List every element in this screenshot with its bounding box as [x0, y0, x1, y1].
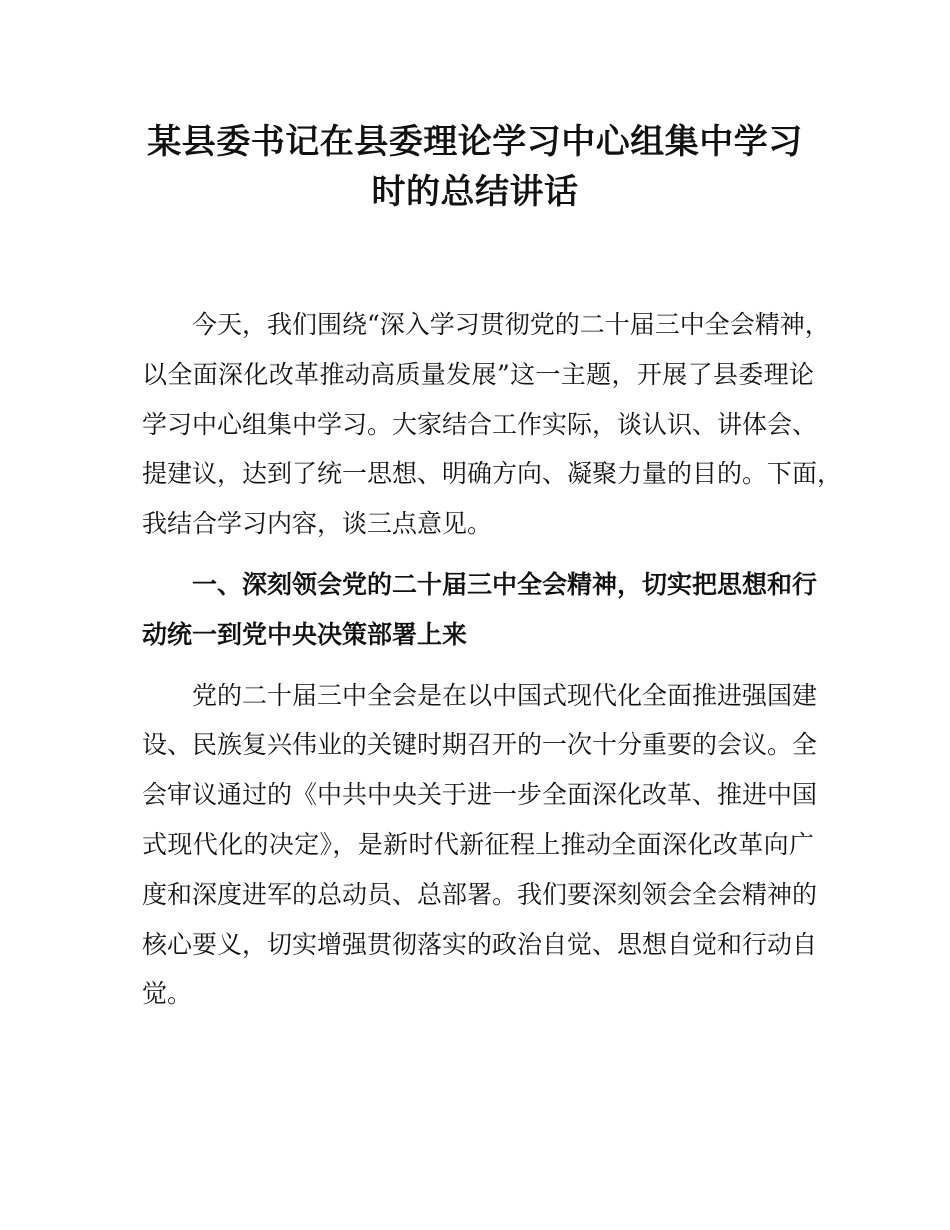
title-line-1: 某县委书记在县委理论学习中心组集中学习 — [147, 122, 803, 162]
text-line: 学习中心组集中学习。大家结合工作实际，谈认识、讲体会、 — [142, 409, 818, 439]
section-heading-1 — [142, 560, 818, 660]
text-line: 提建议，达到了统一思想、明确方向、凝聚力量的目的。下面， — [142, 459, 843, 489]
text-line: 设、民族复兴伟业的关键时期召开的一次十分重要的会议。全 — [142, 730, 818, 760]
text-line: 觉。 — [142, 979, 193, 1009]
text-line: 式现代化的决定》，是新时代新征程上推动全面深化改革向广 — [142, 829, 814, 859]
heading-line: 一、深刻领会党的二十届三中全会精神，切实把思想和行 — [192, 569, 818, 599]
text-line: 会审议通过的《中共中央关于进一步全面深化改革、推进中国 — [142, 780, 818, 810]
paragraph-section-1 — [142, 671, 818, 1020]
text-line: 核心要义，切实增强贯彻落实的政治自觉、思想自觉和行动自 — [142, 929, 818, 959]
document-body — [142, 300, 843, 1019]
text-line: 我结合学习内容，谈三点意见。 — [142, 509, 493, 539]
text-line: 以全面深化改革推动高质量发展”这一主题，开展了县委理论 — [142, 359, 814, 389]
text-line: 度和深度进军的总动员、总部署。我们要深刻领会全会精神的 — [142, 879, 818, 909]
text-line: 今天，我们围绕“深入学习贯彻党的二十届三中全会精神， — [192, 310, 830, 339]
document-title — [140, 117, 810, 217]
paragraph-intro — [142, 300, 843, 549]
heading-line: 动统一到党中央决策部署上来 — [142, 619, 468, 649]
text-line: 党的二十届三中全会是在以中国式现代化全面推进强国建 — [192, 680, 818, 710]
title-line-2: 时的总结讲话 — [371, 172, 579, 212]
